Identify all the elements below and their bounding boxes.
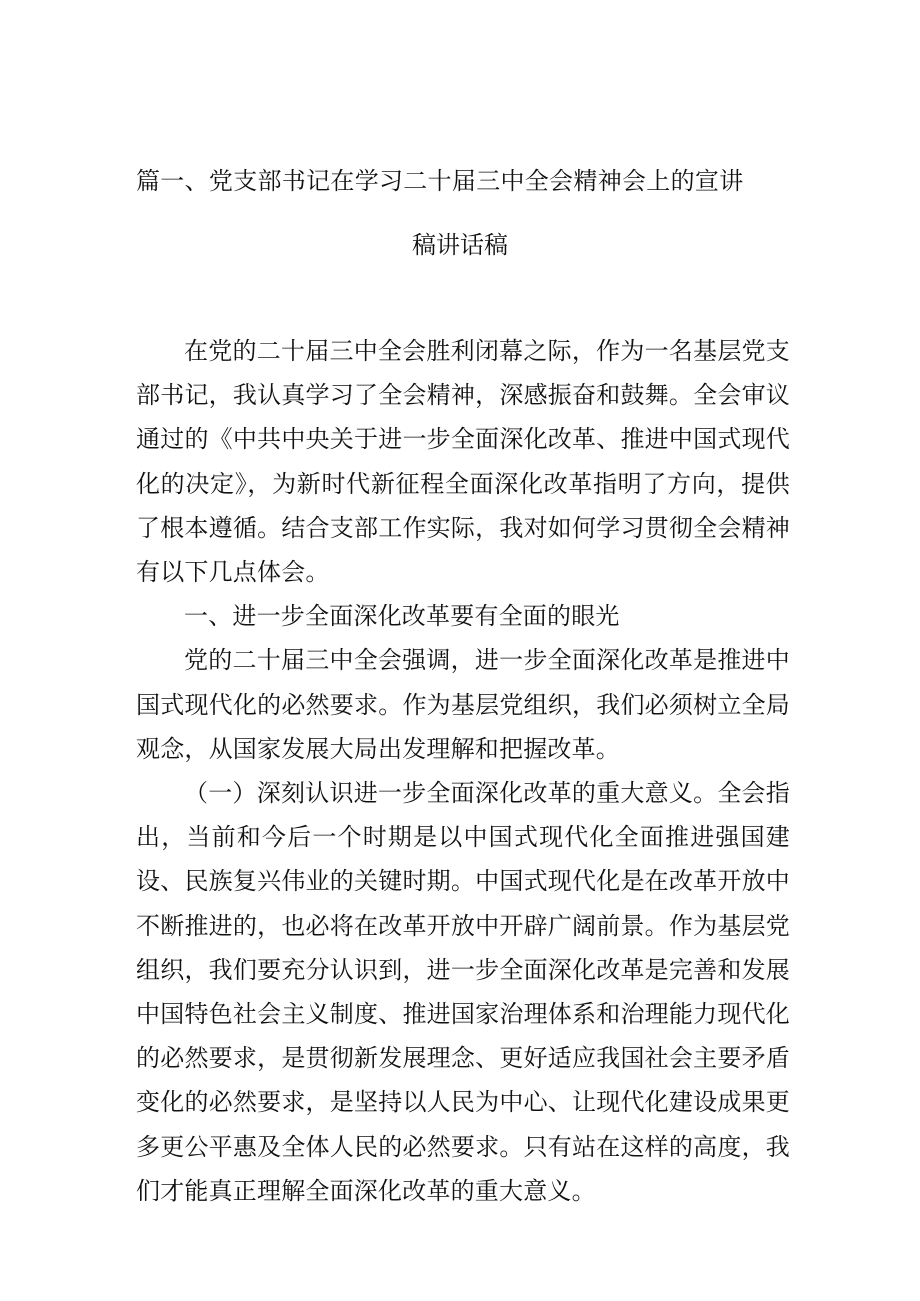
document-title-line-2: 稿讲话稿 [412, 231, 508, 259]
section-heading-1: 一、进一步全面深化改革要有全面的眼光 [184, 602, 620, 631]
document-title-line-1: 篇一、党支部书记在学习二十届三中全会精神会上的宣讲 [136, 167, 744, 195]
document-body [136, 329, 790, 1213]
paragraph-section-1: 党的二十届三中全会强调，进一步全面深化改革是推进中国式现代化的必然要求。作为基层党组织，我们必须树立全局观念，从国家发展大局出发理解和把握改革。 [136, 646, 790, 763]
paragraph-intro: 在党的二十届三中全会胜利闭幕之际，作为一名基层党支部书记，我认真学习了全会精神，深感振奋和鼓舞。全会审议通过的《中共中央关于进一步全面深化改革、推进中国式现代化的决定》，为新时代新征程全面深化改革指明了方向，提供了根本遵循。结合支部工作实际，我对如何学习贯彻全会精神有以下几点体会。 [136, 337, 790, 587]
paragraph-subsection-1: （一）深刻认识进一步全面深化改革的重大意义。全会指出，当前和今后一个时期是以中国式现代化全面推进强国建设、民族复兴伟业的关键时期。中国式现代化是在改革开放中不断推进的，也必将在改革开放中开辟广阔前景。作为基层党组织，我们要充分认识到，进一步全面深化改革是完善和发展中国特色社会主义制度、推进国家治理体系和治理能力现代化的必然要求，是贯彻新发展理念、更好适应我国社会主要矛盾变化的必然要求，是坚持以人民为中心、让现代化建设成果更多更公平惠及全体人民的必然要求。只有站在这样的高度，我们才能真正理解全面深化改革的重大意义。 [136, 779, 790, 1205]
